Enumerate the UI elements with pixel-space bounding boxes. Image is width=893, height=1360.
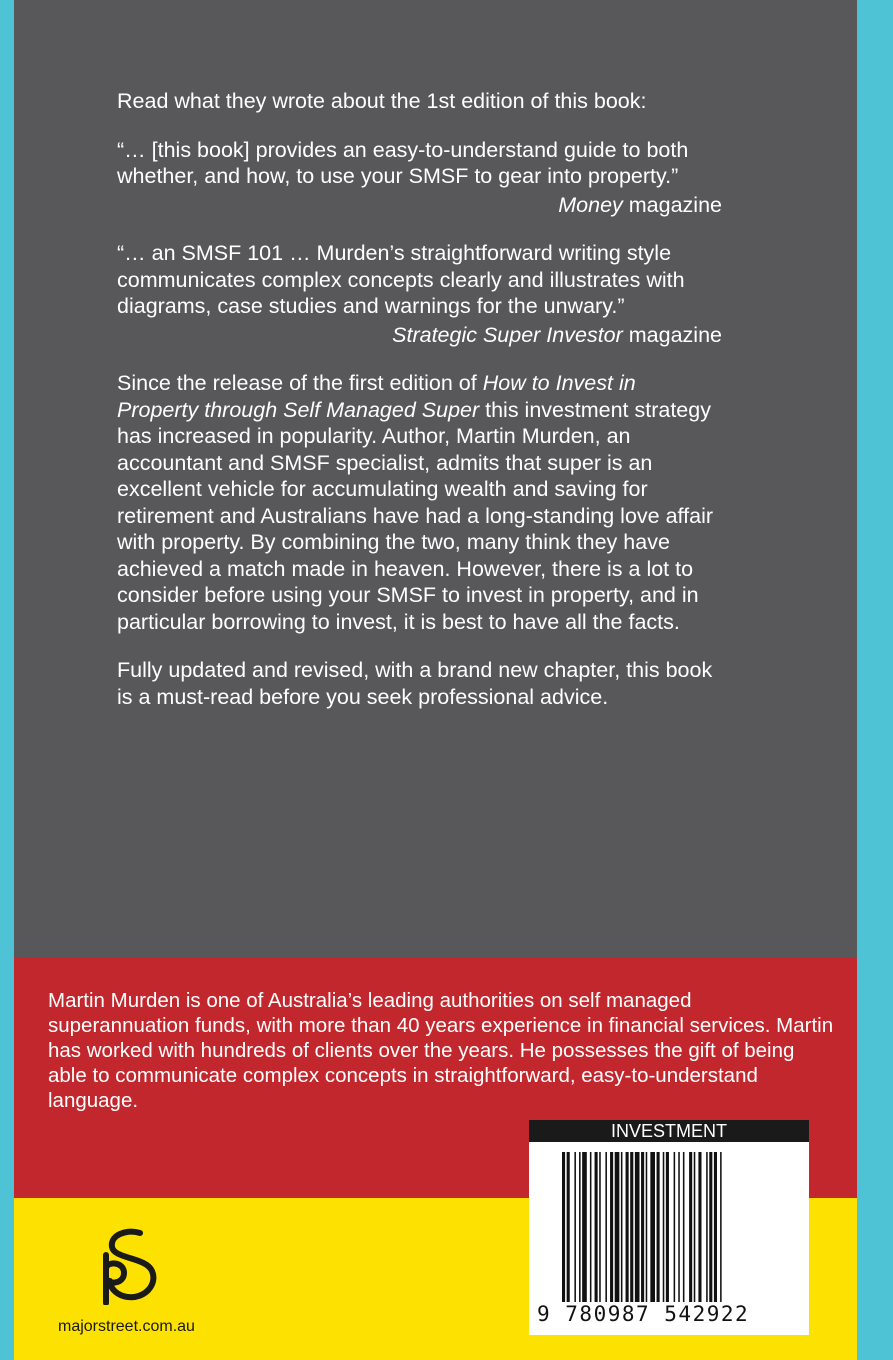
barcode-bar: [595, 1152, 598, 1302]
barcode-bar: [621, 1152, 623, 1302]
review-source-1-title: Money: [558, 192, 623, 217]
barcode-bar: [689, 1152, 692, 1302]
barcode-bar: [657, 1152, 660, 1302]
barcode-category-label: INVESTMENT: [529, 1120, 809, 1142]
publisher-logo-icon: [96, 1225, 166, 1305]
left-edge-strip: [0, 0, 14, 1360]
barcode-bar: [641, 1152, 644, 1302]
description-closing: Fully updated and revised, with a brand new chapter, this book is a must-read before you seek professional advice.: [117, 658, 713, 709]
barcode-bar: [683, 1152, 685, 1302]
barcode-bar: [650, 1152, 655, 1302]
review-quote-2: “… an SMSF 101 … Murden’s straightforward writing style communicates complex concepts clearly and illustrates with diagrams, case studies and warnings for the unwary.”: [117, 241, 685, 318]
review-source-2: [117, 322, 722, 349]
barcode-bar: [626, 1152, 629, 1302]
barcode-bar: [615, 1152, 620, 1302]
barcode-bar: [674, 1152, 676, 1302]
reviews-intro: Read what they wrote about the 1st edition of this book:: [117, 89, 647, 113]
review-source-1: [117, 192, 722, 219]
barcode-bar: [574, 1152, 576, 1302]
barcode-bar: [663, 1152, 665, 1302]
book-description: [117, 370, 722, 635]
barcode-bar: [635, 1152, 640, 1302]
author-bio-text: Martin Murden is one of Australia’s leading authorities on self managed superannuation funds, with more than 40 years experience in financial services. Martin has worked with hundreds of clients over the years. He possesses the gift of being able to communicate complex concepts in straightforward, easy-to-understand language.: [48, 989, 834, 1112]
barcode-bar: [567, 1152, 570, 1302]
barcode-bar: [698, 1152, 701, 1302]
barcode-bar: [666, 1152, 669, 1302]
publisher-website: majorstreet.com.au: [58, 1318, 195, 1335]
barcode-bar: [709, 1152, 712, 1302]
barcode-bar: [579, 1152, 581, 1302]
right-edge-strip: [857, 0, 893, 1360]
description-book-title: How to Invest in Property through Self Managed Super: [117, 371, 636, 422]
barcode-bar: [562, 1152, 565, 1302]
review-source-1-type: magazine: [622, 192, 722, 217]
barcode-bars: [562, 1152, 776, 1302]
barcode-bar: [610, 1152, 613, 1302]
barcode-bar: [646, 1152, 648, 1302]
review-source-2-type: magazine: [622, 322, 722, 347]
barcode-bar: [720, 1152, 722, 1302]
barcode-bar: [599, 1152, 601, 1302]
isbn-number: 9 780987 542922: [537, 1302, 750, 1326]
review-source-2-title: Strategic Super Investor: [392, 322, 623, 347]
description-body: this investment strategy has increased in popularity. Author, Martin Murden, an accountant and SMSF specialist, admits that super is an excellent vehicle for accumulating wealth and saving for retirement and Australians have had a long-standing love affair with property. By combining the two, many think they have achieved a match made in heaven. However, there is a lot to consider before using your SMSF to invest in property, and in particular borrowing to invest, it is best to have all the facts.: [117, 397, 714, 634]
barcode-bar: [582, 1152, 587, 1302]
barcode-bar: [590, 1152, 592, 1302]
barcode-bar: [678, 1152, 680, 1302]
isbn-barcode: [529, 1120, 809, 1335]
description-lead: Since the release of the first edition of: [117, 371, 483, 395]
barcode-bar: [694, 1152, 696, 1302]
barcode-bar: [630, 1152, 633, 1302]
review-quote-1: “… [this book] provides an easy-to-understand guide to both whether, and how, to use your SMSF to gear into property.”: [117, 137, 689, 188]
barcode-bar: [714, 1152, 717, 1302]
barcode-bar: [706, 1152, 708, 1302]
back-cover-blurb: [117, 88, 722, 732]
barcode-bar: [605, 1152, 607, 1302]
